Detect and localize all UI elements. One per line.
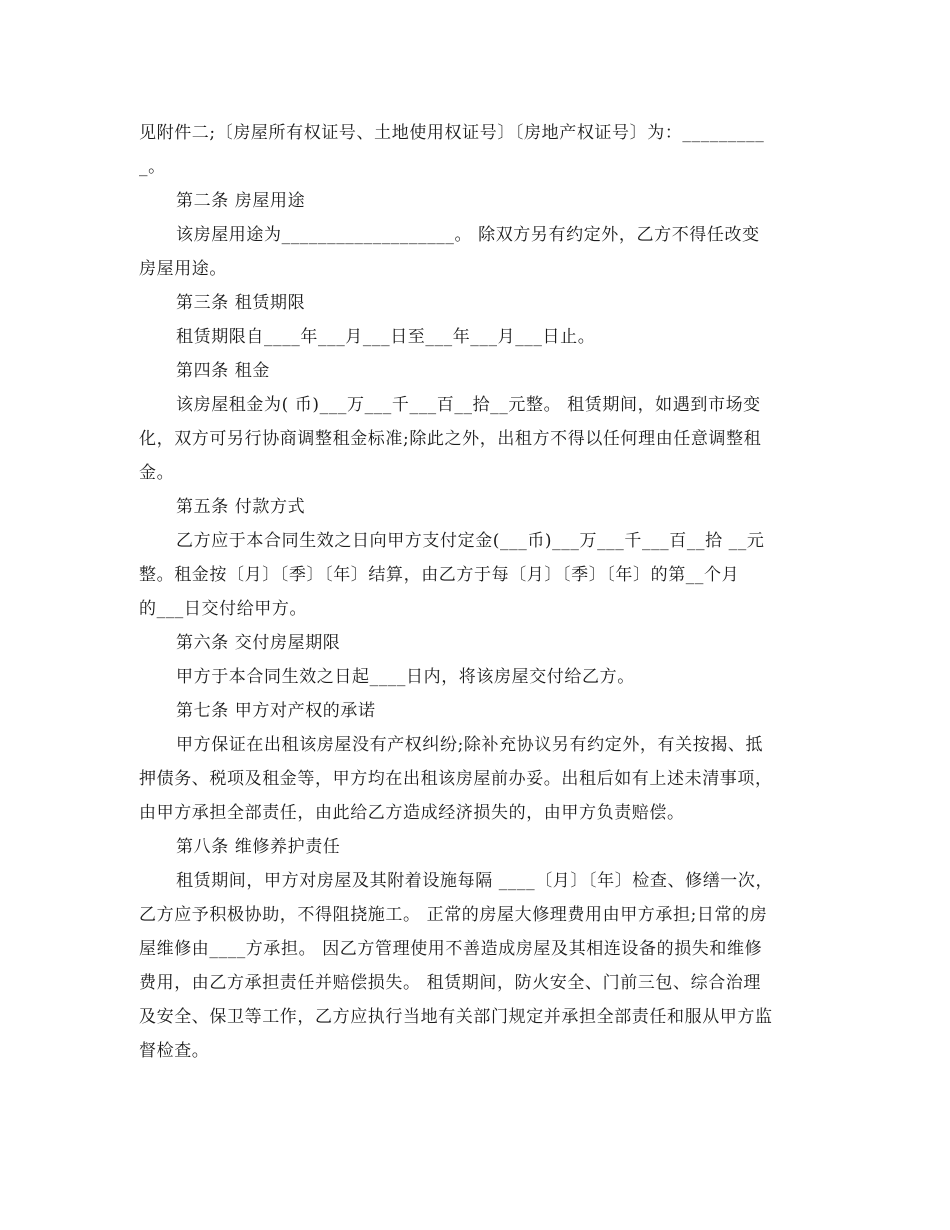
text-line: 的___日交付给甲方。: [139, 599, 308, 619]
text-line: 乙方应于本合同生效之日向甲方支付定金(___币)___万___千___百__拾 __元: [176, 531, 765, 551]
text-line: 乙方应予积极协助，不得阻挠施工。 正常的房屋大修理费用由甲方承担;日常的房: [139, 905, 768, 925]
text-line: 第五条 付款方式: [176, 497, 306, 517]
text-line: 第六条 交付房屋期限: [176, 633, 341, 653]
text-line: 整。租金按〔月〕〔季〕〔年〕结算，由乙方于每〔月〕〔季〕〔年〕的第__个月: [139, 565, 740, 585]
text-line: 第七条 甲方对产权的承诺: [176, 701, 376, 721]
text-line: 及安全、保卫等工作，乙方应执行当地有关部门规定并承担全部责任和服从甲方监: [139, 1007, 773, 1027]
text-line: 督检查。: [139, 1041, 210, 1061]
text-line: 金。: [139, 463, 175, 483]
text-line: 见附件二;〔房屋所有权证号、土地使用权证号〕〔房地产权证号〕为：_________: [139, 123, 765, 143]
text-line: 化，双方可另行协商调整租金标准;除此之外，出租方不得以任何理由任意调整租: [139, 429, 762, 449]
text-line: 房屋用途。: [139, 259, 227, 279]
text-line: 甲方于本合同生效之日起____日内，将该房屋交付给乙方。: [176, 667, 635, 687]
text-line: _。: [139, 157, 166, 177]
text-line: 第二条 房屋用途: [176, 191, 306, 211]
text-line: 第八条 维修养护责任: [176, 837, 341, 857]
text-line: 由甲方承担全部责任，由此给乙方造成经济损失的，由甲方负责赔偿。: [139, 803, 685, 823]
text-line: 第四条 租金: [176, 361, 271, 381]
text-line: 第三条 租赁期限: [176, 293, 306, 313]
text-line: 该房屋用途为___________________。 除双方另有约定外，乙方不得任改变: [176, 225, 760, 245]
text-line: 该房屋租金为( 币)___万___千___百__拾__元整。 租赁期间，如遇到市场变: [176, 395, 761, 415]
text-line: 租赁期限自____年___月___日至___年___月___日止。: [176, 327, 596, 347]
text-line: 费用，由乙方承担责任并赔偿损失。 租赁期间，防火安全、门前三包、综合治理: [139, 973, 762, 993]
text-line: 屋维修由____方承担。 因乙方管理使用不善造成房屋及其相连设备的损失和维修: [139, 939, 763, 959]
document-body: [139, 116, 815, 1068]
text-line: 甲方保证在出租该房屋没有产权纠纷;除补充协议另有约定外，有关按揭、抵: [176, 735, 764, 755]
text-line: 租赁期间，甲方对房屋及其附着设施每隔 ____〔月〕〔年〕检查、修缮一次，: [176, 871, 774, 891]
text-line: 押债务、税项及租金等，甲方均在出租该房屋前办妥。出租后如有上述未清事项，: [139, 769, 773, 789]
